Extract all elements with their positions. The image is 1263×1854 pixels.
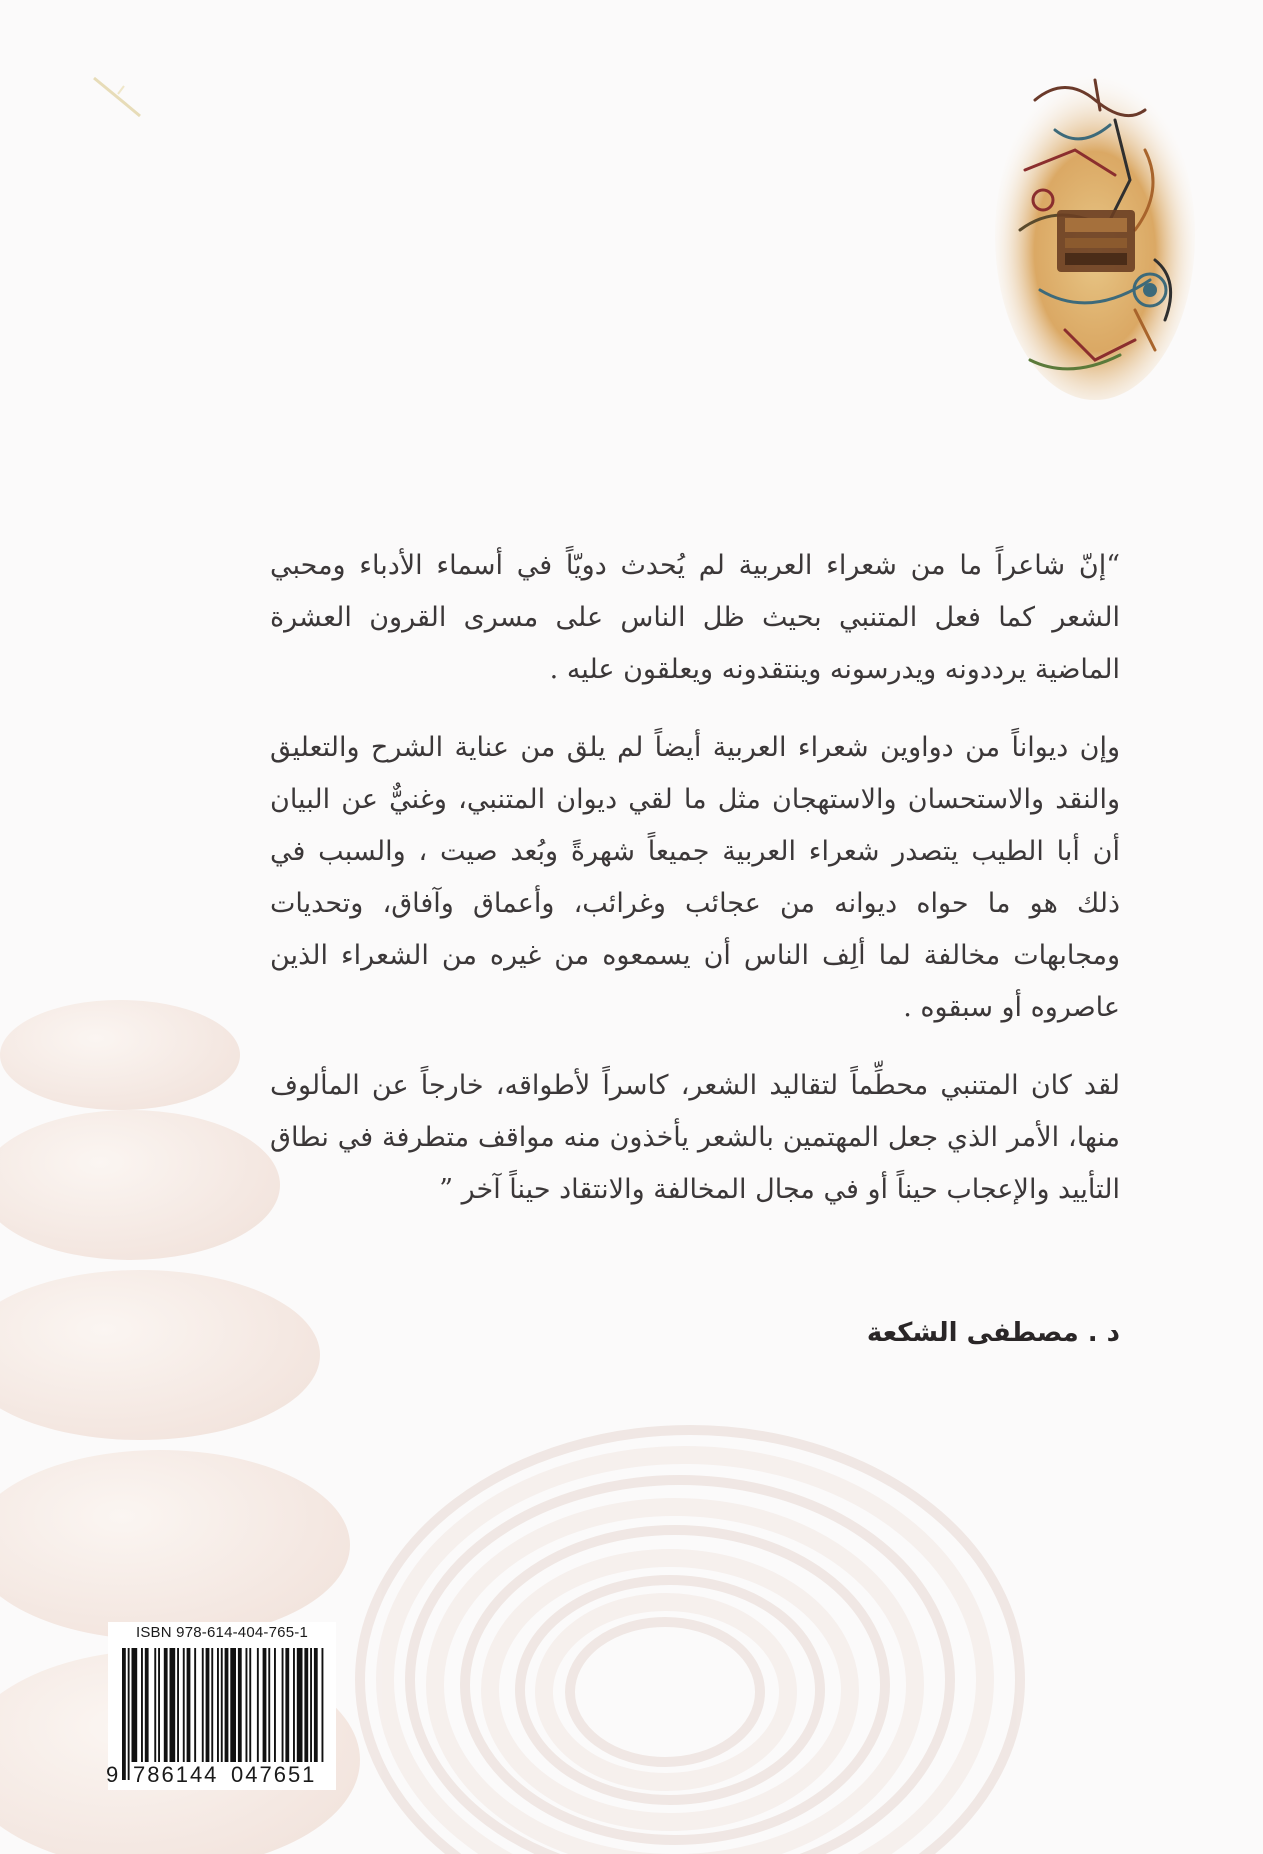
barcode-bar xyxy=(238,1648,242,1780)
barcode-bar xyxy=(310,1648,312,1762)
quote-text xyxy=(270,540,1120,1242)
barcode-bar xyxy=(177,1648,179,1762)
barcode-bar xyxy=(314,1648,318,1762)
barcode-bar xyxy=(322,1648,324,1762)
barcode-bar xyxy=(187,1648,191,1762)
quote-paragraph-3: لقد كان المتنبي محطِّماً لتقاليد الشعر، كاسراً لأطواقه، خارجاً عن المألوف منها، الأمر الذي جعل المهتمين بالشعر يأخذون منه مواقف متطرفة في نطاق التأييد والإعجاب حيناً أو في مجال المخالفة والانتقاد حيناً آخر ” xyxy=(270,1070,1120,1205)
barcode-bar xyxy=(164,1648,168,1762)
barcode-bar xyxy=(293,1648,295,1762)
barcode-bar xyxy=(268,1648,270,1762)
barcode-bar xyxy=(249,1648,251,1762)
barcode-digits xyxy=(108,1762,336,1788)
barcode-bar xyxy=(304,1648,308,1762)
isbn-barcode xyxy=(108,1622,336,1790)
quote-paragraph-2: وإن ديواناً من دواوين شعراء العربية أيضاً لم يلق من عناية الشرح والتعليق والنقد والاستحسان والاستهجان مثل ما لقي ديوان المتنبي، وغنيٌّ عن البيان أن أبا الطيب يتصدر شعراء العربية جميعاً شهرةً وبُعد صيت ، والسبب في ذلك هو ما حواه ديوانه من عجائب وغرائب، وأعماق وآفاق، وتحديات ومجابهات مخالفة لما ألِف الناس أن يسمعوه من غيره من الشعراء الذين عاصروه أو سبقوه . xyxy=(270,732,1120,1023)
author-signature: د . مصطفى الشكعة xyxy=(866,1318,1120,1348)
barcode-bar xyxy=(221,1648,223,1762)
swirl-decoration xyxy=(330,1380,1050,1854)
barcode-bar xyxy=(202,1648,204,1762)
barcode-bar xyxy=(158,1648,160,1762)
barcode-bar xyxy=(263,1648,267,1762)
barcode-bar xyxy=(194,1648,196,1762)
paper-fleck-mark xyxy=(88,72,148,122)
barcode-bar xyxy=(183,1648,185,1762)
barcode-bar xyxy=(170,1648,176,1762)
barcode-bar xyxy=(230,1648,236,1780)
barcode-bar xyxy=(274,1648,276,1762)
barcode-bar xyxy=(285,1648,289,1762)
barcode-bar xyxy=(154,1648,156,1762)
barcode-bar xyxy=(225,1648,229,1762)
barcode-bar xyxy=(145,1648,149,1762)
barcode-bar xyxy=(257,1648,259,1762)
isbn-label: ISBN 978-614-404-765-1 xyxy=(135,1624,308,1641)
barcode-bar xyxy=(206,1648,210,1762)
barcode-bar xyxy=(122,1648,126,1780)
barcode-lead-digit: 9 xyxy=(106,1762,119,1787)
barcode-bar xyxy=(211,1648,213,1762)
barcode-left-digits: 786144 xyxy=(130,1762,221,1788)
barcode-bar xyxy=(246,1648,248,1780)
barcode-bar xyxy=(297,1648,303,1762)
calligraphy-collage-artwork xyxy=(995,60,1205,400)
barcode-bar xyxy=(128,1648,130,1780)
barcode-bar xyxy=(217,1648,219,1762)
quote-paragraph-1: “إنّ شاعراً ما من شعراء العربية لم يُحدث دويّاً في أسماء الأدباء ومحبي الشعر كما فعل المتنبي بحيث ظل الناس على مسرى القرون العشرة الماضية يرددونه ويدرسونه وينتقدونه ويعلقون عليه . xyxy=(270,550,1120,685)
barcode-bar xyxy=(282,1648,284,1762)
barcode-bar xyxy=(132,1648,138,1762)
barcode-bar xyxy=(141,1648,143,1762)
barcode-right-digits: 047651 xyxy=(228,1762,319,1788)
